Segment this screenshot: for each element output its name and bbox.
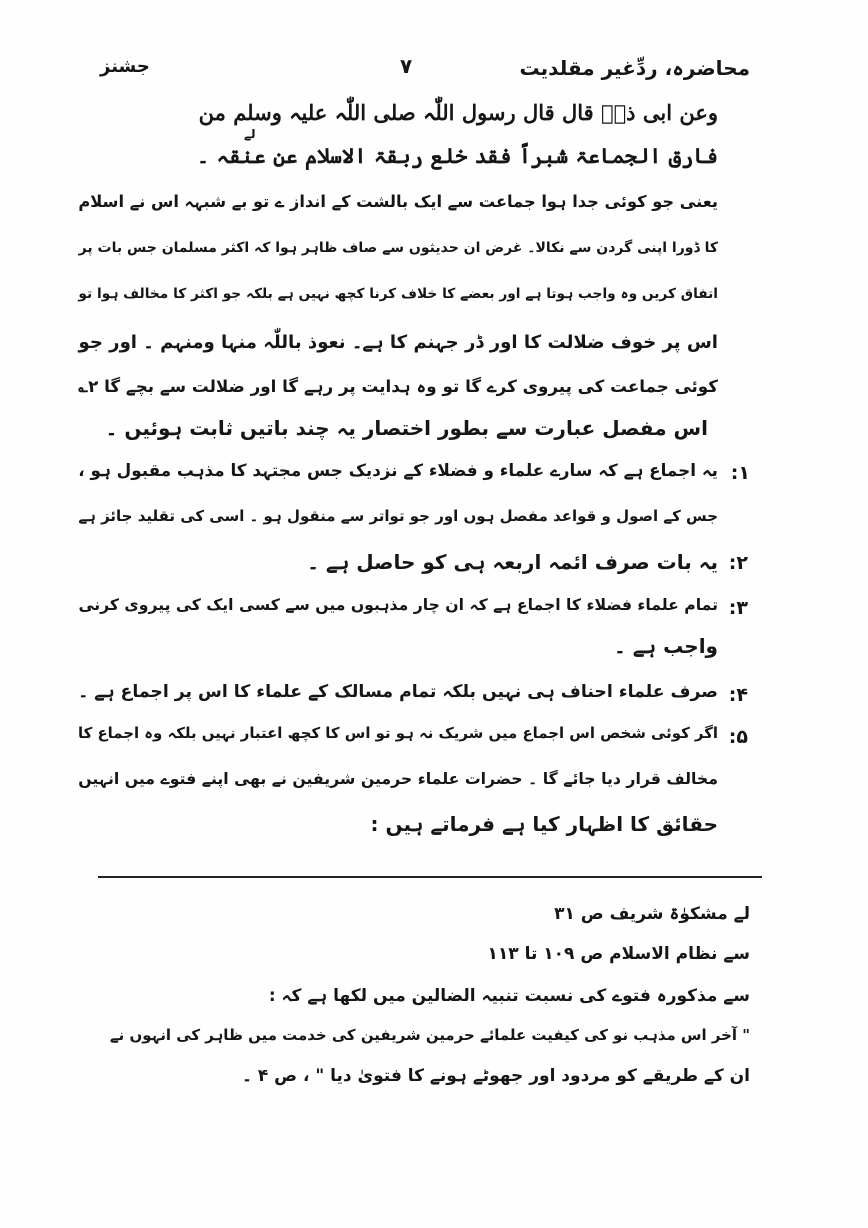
point-5-line-1: اگر کوئی شخص اس اجماع میں شریک نہ ہو تو اس کا کچھ اعتبار نہیں بلکہ وہ اجماع کا <box>78 724 718 742</box>
point-5-line-3: حقائق کا اظہار کیا ہے فرماتے ہیں : <box>370 812 718 836</box>
paragraph-line-1: یعنی جو کوئی جدا ہوا جماعت سے ایک بالشت کے انداز ے تو بے شبہہ اس نے اسلام <box>78 192 718 211</box>
header-title: محاضرہ، ردِّغیر مقلدیت <box>519 56 750 80</box>
point-3-line-2: واجب ہے ۔ <box>614 634 718 658</box>
footnote-3-quote-line-2: ان کے طریقے کو مردود اور جھوٹے ہونے کا فتویٰ دیا " ، ص ۴ ۔ <box>241 1066 750 1086</box>
paragraph-line-5: کوئی جماعت کی پیروی کرے گا تو وہ ہدایت پر رہے گا اور ضلالت سے بچے گا ۲؎ <box>78 376 718 396</box>
hadith-line-2: فارق الجماعۃ شبراً فقد خلع ربقۃ الاسلام عن عنقہ ۔ <box>196 143 718 168</box>
point-2-number: ۲: <box>728 552 748 574</box>
point-4-number: ۴: <box>728 684 748 706</box>
point-1-line-1: یہ اجماع ہے کہ سارے علماء و فضلاء کے نزدیک جس مجتہد کا مذہب مقبول ہو ، <box>78 460 718 480</box>
point-3-number: ۳: <box>728 597 748 619</box>
page-number: ۷ <box>400 54 413 78</box>
point-5-line-2: مخالف قرار دیا جائے گا ۔ حضرات علماء حرمین شریفین نے بھی اپنے فتوے میں انہیں <box>78 769 718 788</box>
paragraph-line-3: اتفاق کریں وہ واجب ہوتا ہے اور بعضے کا خلاف کرنا کچھ نہیں ہے بلکہ جو اکثر کا مخالف ہوا تو <box>78 286 718 302</box>
paragraph-line-2: کا ڈورا اپنی گردن سے نکالا۔ غرض ان حدیثوں سے صاف ظاہر ہوا کہ اکثر مسلمان جس بات پر <box>78 240 718 256</box>
footnote-1: لے مشکوٰۃ شریف ص ۳۱ <box>554 904 750 924</box>
paragraph-line-6: اس مفصل عبارت سے بطور اختصار یہ چند باتیں ثابت ہوئیں ۔ <box>105 416 708 440</box>
point-1-number: ۱: <box>730 462 750 484</box>
footnote-3-quote-line-1: " آخر اس مذہب نو کی کیفیت علمائے حرمین شریفین کی خدمت میں ظاہر کی انہوں نے <box>109 1026 750 1044</box>
point-1-line-2: جس کے اصول و قواعد مفصل ہوں اور جو تواتر سے منقول ہو ۔ اسی کی تقلید جائز ہے <box>78 507 718 525</box>
point-2-line-1: یہ بات صرف ائمہ اربعہ ہی کو حاصل ہے ۔ <box>307 550 718 574</box>
footnote-2: سے نظام الاسلام ص ۱۰۹ تا ۱۱۳ <box>487 944 750 964</box>
footnote-3: سے مذکورہ فتوے کی نسبت تنبیہ الضالین میں لکھا ہے کہ : <box>268 986 750 1006</box>
hadith-footnote-mark: لے <box>244 127 256 141</box>
point-5-number: ۵: <box>728 726 748 748</box>
header-left-label: جشنز <box>100 56 150 77</box>
point-3-line-1: تمام علماء فضلاء کا اجماع ہے کہ ان چار مذہبوں میں سے کسی ایک کی پیروی کرنی <box>78 595 718 614</box>
footnote-separator <box>98 876 762 878</box>
paragraph-line-4: اس پر خوف ضلالت کا اور ڈر جہنم کا ہے۔ نعوذ باللّٰہ منہا ومنہم ۔ اور جو <box>78 332 718 353</box>
point-4-line-1: صرف علماء احناف ہی نہیں بلکہ تمام مسالک کے علماء کا اس پر اجماع ہے ۔ <box>78 682 718 702</box>
hadith-line-1: وعن ابی ذرؓ قال قال رسول اللّٰہ صلی اللّٰہ علیہ وسلم من <box>198 100 718 125</box>
